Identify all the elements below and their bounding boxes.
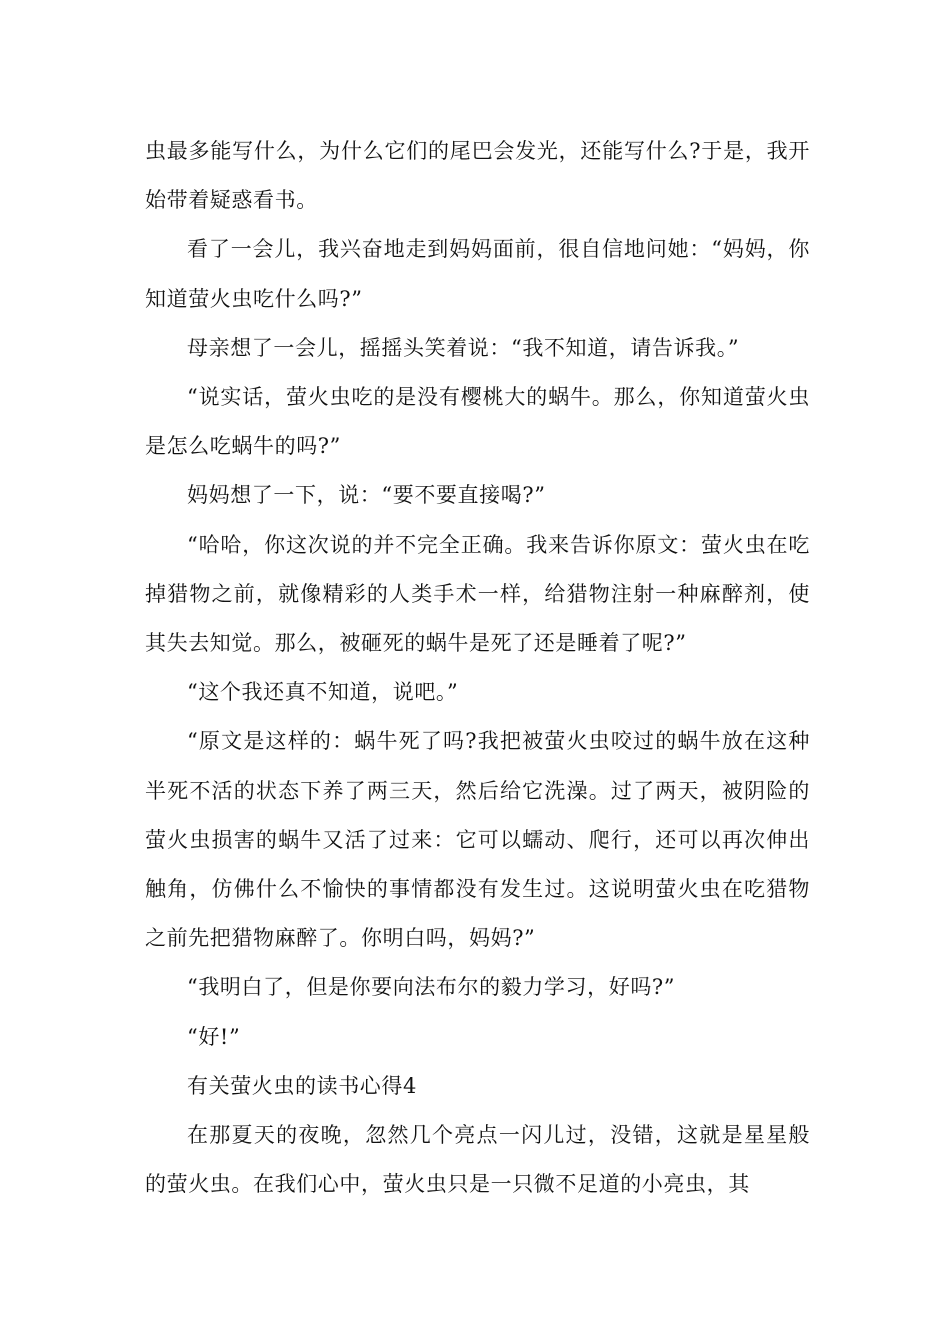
paragraph-3: 母亲想了一会儿，摇摇头笑着说：“我不知道，请告诉我。”	[187, 335, 740, 360]
document-body	[145, 127, 810, 1209]
paragraph-10: “好!”	[187, 1024, 241, 1049]
paragraph-2: 看了一会儿，我兴奋地走到妈妈面前，很自信地问她：“妈妈，你知道萤火虫吃什么吗?”	[145, 237, 810, 311]
paragraph-6: “哈哈，你这次说的并不完全正确。我来告诉你原文：萤火虫在吃掉猎物之前，就像精彩的人类手术一样，给猎物注射一种麻醉剂，使其失去知觉。那么，被砸死的蜗牛是死了还是睡着了呢?”	[145, 532, 810, 656]
paragraph-5: 妈妈想了一下，说：“要不要直接喝?”	[187, 483, 546, 508]
paragraph-9: “我明白了，但是你要向法布尔的毅力学习，好吗?”	[187, 975, 676, 1000]
paragraph-1: 虫最多能写什么，为什么它们的尾巴会发光，还能写什么?于是，我开始带着疑惑看书。	[145, 139, 810, 213]
paragraph-8: “原文是这样的：蜗牛死了吗?我把被萤火虫咬过的蜗牛放在这种半死不活的状态下养了两三天，然后给它洗澡。过了两天，被阴险的萤火虫损害的蜗牛又活了过来：它可以蠕动、爬行，还可以再次伸出触角，仿佛什么不愉快的事情都没有发生过。这说明萤火虫在吃猎物之前先把猎物麻醉了。你明白吗，妈妈?”	[145, 729, 810, 951]
paragraph-7: “这个我还真不知道，说吧。”	[187, 680, 459, 705]
section-heading: 有关萤火虫的读书心得4	[187, 1073, 417, 1098]
paragraph-11: 在那夏天的夜晚，忽然几个亮点一闪儿过，没错，这就是星星般的萤火虫。在我们心中，萤火虫只是一只微不足道的小亮虫，其	[145, 1123, 810, 1197]
paragraph-4: “说实话，萤火虫吃的是没有樱桃大的蜗牛。那么，你知道萤火虫是怎么吃蜗牛的吗?”	[145, 385, 810, 459]
